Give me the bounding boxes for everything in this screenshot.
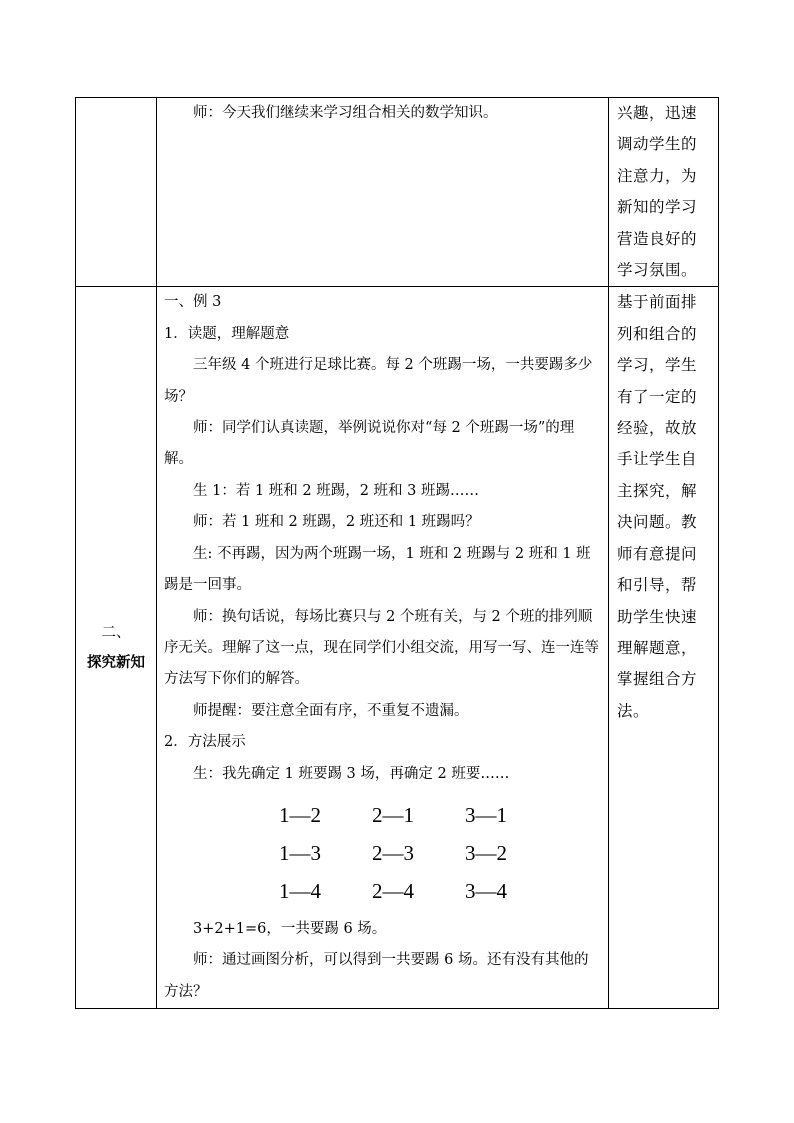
pairing-row: [164, 834, 600, 872]
table-row: [76, 98, 719, 287]
notes-line: 手让学生自: [617, 450, 698, 469]
notes-line: 助学生快速: [617, 607, 698, 626]
pair-item: 3—1: [465, 802, 507, 827]
pair-item: 3—4: [465, 878, 507, 903]
pair-item: 2—4: [372, 878, 414, 903]
notes-line: 和引导，帮: [617, 576, 698, 595]
pair-item: 3—2: [465, 840, 507, 865]
teacher-line: 师：今天我们继续来学习组合相关的数学知识。: [193, 105, 498, 121]
stage-cell: [76, 287, 157, 1009]
notes-line: 主探究，解: [617, 481, 698, 500]
pairing-row: [164, 872, 600, 910]
table-row: [76, 287, 719, 1009]
student-line: 生 1：若 1 班和 2 班踢，2 班和 3 班踢……: [193, 482, 479, 499]
teacher-line: 师：换句话说，每场比赛只与 2 个班有关，与 2 个班的排列顺序无关。理解了这一点，现在同学们小组交流，用写一写、连一连等方法写下你们的解答。: [164, 608, 599, 688]
teacher-line: 师：同学们认真读题，举例说说你对“每 2 个班踢一场”的理解。: [164, 420, 575, 468]
pairing-row: [164, 796, 600, 834]
pair-item: 2—3: [372, 840, 414, 865]
notes-cell: [609, 287, 719, 1009]
student-line: 生: 不再踢，因为两个班踢一场，1 班和 2 班踢与 2 班和 1 班踢是一回事。: [164, 545, 591, 594]
lesson-plan-table: [75, 97, 719, 1009]
pair-item: 1—3: [279, 840, 321, 865]
stage-cell-empty: [76, 98, 157, 287]
content-cell: [157, 287, 609, 1009]
teacher-line: 师：通过画图分析，可以得到一共要踢 6 场。还有没有其他的方法？: [164, 952, 589, 1000]
notes-line: 掌握组合方: [617, 670, 698, 689]
teacher-line: 师：若 1 班和 2 班踢，2 班还和 1 班踢吗？: [193, 514, 480, 531]
stage-title: 探究新知: [87, 653, 145, 671]
notes-line: 列和组合的: [617, 324, 698, 343]
reminder-line: 师提醒：要注意全面有序，不重复不遗漏。: [193, 702, 469, 719]
notes-line: 法。: [617, 701, 650, 720]
notes-line: 经验，故放: [617, 419, 698, 438]
notes-line: 注意力，为: [617, 166, 698, 185]
example-heading: 一、例 3: [164, 294, 222, 311]
notes-line: 营造良好的: [617, 229, 698, 248]
pair-item: 1—2: [279, 802, 321, 827]
notes-line: 新知的学习: [617, 198, 698, 217]
stage-number: 二、: [101, 624, 131, 641]
notes-cell: [609, 98, 719, 287]
step-heading: 2．方法展示: [164, 734, 246, 751]
notes-line: 有了一定的: [617, 387, 698, 406]
notes-line: 调动学生的: [617, 135, 698, 154]
design-notes: [609, 287, 718, 727]
problem-text: 三年级 4 个班进行足球比赛。每 2 个班踢一场，一共要踢多少场？: [164, 357, 593, 405]
notes-line: 师有意提问: [617, 544, 698, 563]
notes-line: 学习，学生: [617, 356, 698, 375]
student-line: 生：我先确定 1 班要踢 3 场，再确定 2 班要……: [193, 765, 510, 782]
pair-item: 2—1: [372, 802, 414, 827]
notes-line: 兴趣，迅速: [617, 104, 698, 122]
notes-line: 学习氛围。: [617, 261, 698, 280]
pair-item: 1—4: [279, 878, 321, 903]
step-heading: 1．读题，理解题意: [164, 325, 290, 342]
content-cell: [157, 98, 609, 287]
design-notes: [609, 98, 718, 286]
notes-line: 理解题意，: [617, 638, 698, 657]
notes-line: 决问题。教: [617, 513, 698, 532]
notes-line: 基于前面排: [617, 293, 698, 312]
pairing-grid: [164, 796, 600, 910]
sum-line: 3+2+1=6，一共要踢 6 场。: [193, 920, 387, 937]
